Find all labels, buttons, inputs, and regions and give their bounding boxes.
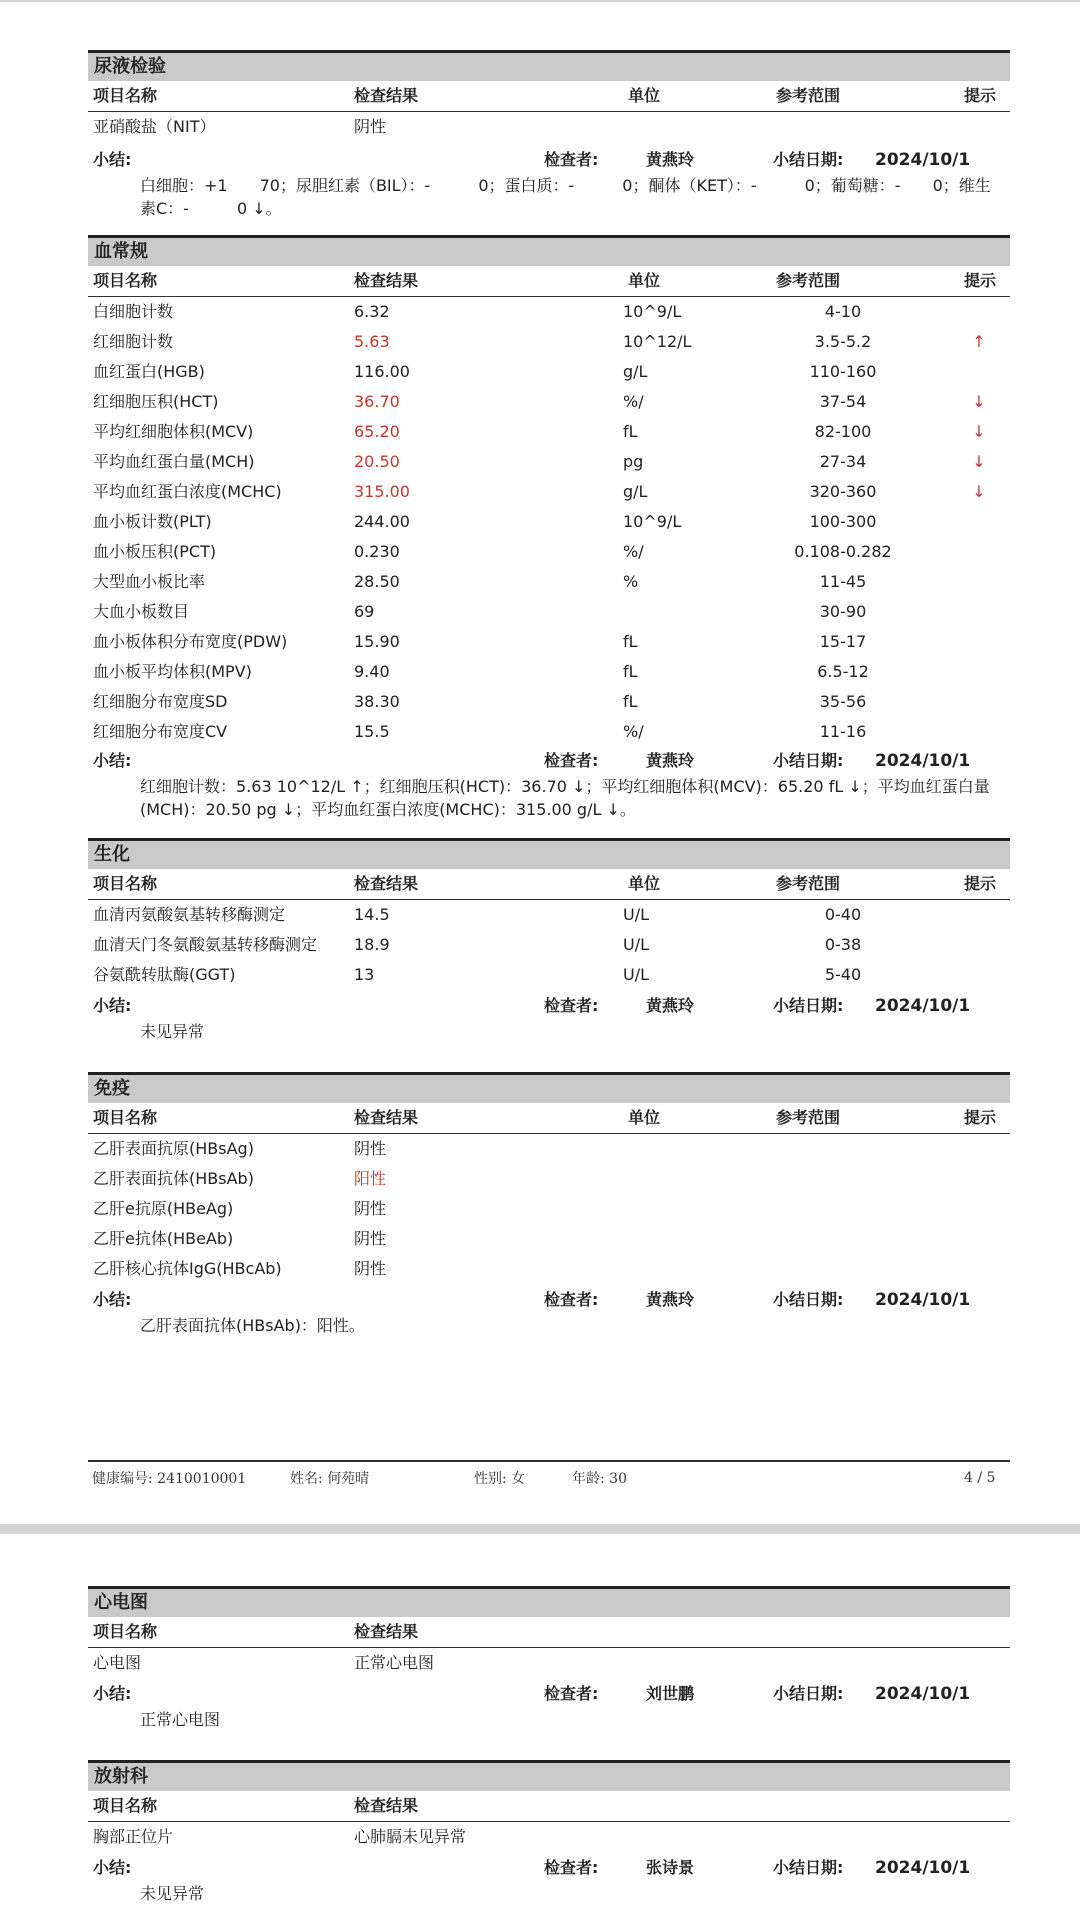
item-result: 18.9 bbox=[354, 935, 390, 954]
summary-date-label: 小结日期: bbox=[773, 1684, 844, 1703]
item-ref-range: 0-38 bbox=[824, 935, 862, 954]
header-name: 项目名称 bbox=[93, 86, 158, 105]
table-row bbox=[88, 1134, 1010, 1164]
item-result: 0.230 bbox=[354, 542, 400, 561]
summary-line bbox=[88, 1854, 1010, 1882]
item-unit: 10^12/L bbox=[623, 332, 692, 351]
table-row bbox=[88, 477, 1010, 507]
section-title: 生化 bbox=[88, 838, 1010, 869]
table-header bbox=[88, 1103, 1010, 1134]
item-result: 正常心电图 bbox=[354, 1653, 435, 1672]
item-name: 乙肝表面抗原(HBsAg) bbox=[93, 1139, 254, 1158]
item-name: 血小板平均体积(MPV) bbox=[93, 662, 252, 681]
summary-text: 乙肝表面抗体(HBsAb)：阳性。 bbox=[140, 1316, 365, 1335]
section-title: 心电图 bbox=[88, 1586, 1010, 1617]
inspector-label: 检查者: bbox=[544, 1684, 599, 1703]
summary-text: 未见异常 bbox=[140, 1022, 205, 1041]
header-unit: 单位 bbox=[628, 86, 661, 105]
item-result: 阴性 bbox=[354, 1229, 387, 1248]
item-unit: U/L bbox=[623, 935, 650, 954]
item-result: 阴性 bbox=[354, 1139, 387, 1158]
item-unit: U/L bbox=[623, 905, 650, 924]
patient-name: 姓名: 何苑晴 bbox=[290, 1471, 370, 1487]
header-result: 检查结果 bbox=[354, 271, 419, 290]
header-result: 检查结果 bbox=[354, 1622, 419, 1641]
summary-date: 2024/10/1 bbox=[875, 751, 971, 771]
header-name: 项目名称 bbox=[93, 1796, 158, 1815]
item-result: 36.70 bbox=[354, 392, 400, 411]
table-row bbox=[88, 1822, 1010, 1852]
page-top-border bbox=[0, 0, 1080, 2]
section-title: 放射科 bbox=[88, 1760, 1010, 1791]
summary-date-label: 小结日期: bbox=[773, 1290, 844, 1309]
item-name: 红细胞分布宽度CV bbox=[93, 722, 228, 741]
item-ref-range: 110-160 bbox=[809, 362, 877, 381]
item-result: 阳性 bbox=[354, 1169, 387, 1188]
item-result: 28.50 bbox=[354, 572, 400, 591]
inspector-label: 检查者: bbox=[544, 996, 599, 1015]
summary-label: 小结: bbox=[93, 751, 132, 770]
header-name: 项目名称 bbox=[93, 1622, 158, 1641]
table-row bbox=[88, 960, 1010, 990]
item-unit: fL bbox=[623, 632, 638, 651]
table-row bbox=[88, 717, 1010, 747]
item-ref-range: 100-300 bbox=[809, 512, 877, 531]
item-name: 红细胞分布宽度SD bbox=[93, 692, 228, 711]
blood-rows bbox=[88, 297, 1010, 747]
summary-date: 2024/10/1 bbox=[875, 1684, 971, 1704]
item-name: 平均血红蛋白浓度(MCHC) bbox=[93, 482, 282, 501]
table-row bbox=[88, 1254, 1010, 1284]
header-result: 检查结果 bbox=[354, 1796, 419, 1815]
section-blood bbox=[88, 235, 1010, 821]
item-unit: fL bbox=[623, 422, 638, 441]
header-ref: 参考范围 bbox=[775, 271, 840, 290]
item-result: 116.00 bbox=[354, 362, 410, 381]
section-title: 免疫 bbox=[88, 1072, 1010, 1103]
item-name: 亚硝酸盐（NIT） bbox=[93, 117, 216, 136]
header-unit: 单位 bbox=[628, 874, 661, 893]
summary-text: 正常心电图 bbox=[140, 1710, 221, 1729]
header-name: 项目名称 bbox=[93, 1108, 158, 1127]
item-unit: %/ bbox=[623, 722, 644, 741]
item-ref-range: 27-34 bbox=[819, 452, 867, 471]
item-result: 69 bbox=[354, 602, 375, 621]
summary-date-label: 小结日期: bbox=[773, 751, 844, 770]
summary-date: 2024/10/1 bbox=[875, 996, 971, 1016]
header-result: 检查结果 bbox=[354, 874, 419, 893]
section-ecg bbox=[88, 1586, 1010, 1731]
table-header bbox=[88, 81, 1010, 112]
item-result: 心肺膈未见异常 bbox=[354, 1827, 467, 1846]
table-row bbox=[88, 687, 1010, 717]
item-ref-range: 82-100 bbox=[814, 422, 872, 441]
item-unit: g/L bbox=[623, 482, 648, 501]
item-result: 9.40 bbox=[354, 662, 390, 681]
section-radiology bbox=[88, 1760, 1010, 1905]
item-name: 血清天门冬氨酸氨基转移酶测定 bbox=[93, 935, 318, 954]
table-header bbox=[88, 1617, 1010, 1648]
summary-date: 2024/10/1 bbox=[875, 150, 971, 170]
item-name: 乙肝e抗体(HBeAb) bbox=[93, 1229, 234, 1248]
item-unit: %/ bbox=[623, 392, 644, 411]
item-flag: ↓ bbox=[972, 392, 986, 411]
item-result: 5.63 bbox=[354, 332, 390, 351]
table-row bbox=[88, 417, 1010, 447]
summary-label: 小结: bbox=[93, 1290, 132, 1309]
header-result: 检查结果 bbox=[354, 86, 419, 105]
table-row bbox=[88, 537, 1010, 567]
inspector-name: 刘世鹏 bbox=[646, 1684, 695, 1703]
summary-label: 小结: bbox=[93, 1684, 132, 1703]
summary-line bbox=[88, 1286, 1010, 1314]
table-row bbox=[88, 327, 1010, 357]
biochem-rows bbox=[88, 900, 1010, 990]
summary-date-label: 小结日期: bbox=[773, 996, 844, 1015]
table-header bbox=[88, 1791, 1010, 1822]
item-ref-range: 11-16 bbox=[819, 722, 867, 741]
item-ref-range: 35-56 bbox=[819, 692, 867, 711]
summary-line bbox=[88, 747, 1010, 775]
table-header bbox=[88, 869, 1010, 900]
item-name: 红细胞计数 bbox=[93, 332, 174, 351]
item-name: 血小板体积分布宽度(PDW) bbox=[93, 632, 288, 651]
item-flag: ↓ bbox=[972, 422, 986, 441]
header-flag: 提示 bbox=[964, 874, 997, 893]
patient-gender: 性别: 女 bbox=[474, 1471, 526, 1487]
item-result: 315.00 bbox=[354, 482, 410, 501]
item-result: 244.00 bbox=[354, 512, 410, 531]
item-name: 血小板压积(PCT) bbox=[93, 542, 217, 561]
item-name: 血清丙氨酸氨基转移酶测定 bbox=[93, 905, 286, 924]
section-biochem bbox=[88, 838, 1010, 1043]
header-flag: 提示 bbox=[964, 271, 997, 290]
item-unit: 10^9/L bbox=[623, 302, 682, 321]
table-row bbox=[88, 357, 1010, 387]
page-footer bbox=[88, 1460, 1010, 1492]
item-name: 大型血小板比率 bbox=[93, 572, 206, 591]
item-ref-range: 37-54 bbox=[819, 392, 867, 411]
table-header bbox=[88, 266, 1010, 297]
summary-label: 小结: bbox=[93, 996, 132, 1015]
item-unit: pg bbox=[623, 452, 644, 471]
item-unit: % bbox=[623, 572, 639, 591]
item-ref-range: 0-40 bbox=[824, 905, 862, 924]
summary-label: 小结: bbox=[93, 1858, 132, 1877]
item-result: 阴性 bbox=[354, 117, 387, 136]
item-result: 阴性 bbox=[354, 1259, 387, 1278]
item-flag: ↑ bbox=[972, 332, 986, 351]
item-result: 15.5 bbox=[354, 722, 390, 741]
page-number: 4 / 5 bbox=[964, 1470, 996, 1486]
item-name: 大血小板数目 bbox=[93, 602, 190, 621]
item-result: 13 bbox=[354, 965, 375, 984]
item-name: 心电图 bbox=[93, 1653, 142, 1672]
item-result: 14.5 bbox=[354, 905, 390, 924]
header-ref: 参考范围 bbox=[775, 874, 840, 893]
item-result: 6.32 bbox=[354, 302, 390, 321]
header-flag: 提示 bbox=[964, 86, 997, 105]
item-name: 乙肝e抗原(HBeAg) bbox=[93, 1199, 234, 1218]
item-result: 阴性 bbox=[354, 1199, 387, 1218]
item-result: 15.90 bbox=[354, 632, 400, 651]
item-name: 血小板计数(PLT) bbox=[93, 512, 212, 531]
header-unit: 单位 bbox=[628, 1108, 661, 1127]
header-name: 项目名称 bbox=[93, 271, 158, 290]
table-row bbox=[88, 930, 1010, 960]
table-row bbox=[88, 112, 1010, 142]
item-unit: %/ bbox=[623, 542, 644, 561]
table-row bbox=[88, 900, 1010, 930]
item-name: 乙肝表面抗体(HBsAb) bbox=[93, 1169, 254, 1188]
item-name: 平均红细胞体积(MCV) bbox=[93, 422, 254, 441]
inspector-name: 黄燕玲 bbox=[646, 150, 695, 169]
summary-date: 2024/10/1 bbox=[875, 1290, 971, 1310]
table-row bbox=[88, 1194, 1010, 1224]
table-row bbox=[88, 1224, 1010, 1254]
table-row bbox=[88, 387, 1010, 417]
inspector-label: 检查者: bbox=[544, 1290, 599, 1309]
page-separator bbox=[0, 1524, 1080, 1534]
inspector-label: 检查者: bbox=[544, 150, 599, 169]
item-ref-range: 5-40 bbox=[824, 965, 862, 984]
section-title: 尿液检验 bbox=[88, 50, 1010, 81]
item-ref-range: 4-10 bbox=[824, 302, 862, 321]
inspector-name: 张诗景 bbox=[646, 1858, 695, 1877]
table-row bbox=[88, 447, 1010, 477]
item-unit: g/L bbox=[623, 362, 648, 381]
item-result: 20.50 bbox=[354, 452, 400, 471]
summary-date-label: 小结日期: bbox=[773, 1858, 844, 1877]
item-ref-range: 30-90 bbox=[819, 602, 867, 621]
summary-text: 未见异常 bbox=[140, 1884, 205, 1903]
item-unit: fL bbox=[623, 662, 638, 681]
header-flag: 提示 bbox=[964, 1108, 997, 1127]
inspector-label: 检查者: bbox=[544, 751, 599, 770]
item-name: 血红蛋白(HGB) bbox=[93, 362, 205, 381]
summary-line bbox=[88, 1680, 1010, 1708]
item-name: 红细胞压积(HCT) bbox=[93, 392, 219, 411]
section-title: 血常规 bbox=[88, 235, 1010, 266]
table-row bbox=[88, 507, 1010, 537]
health-id: 健康编号: 2410010001 bbox=[92, 1471, 247, 1487]
item-name: 白细胞计数 bbox=[93, 302, 174, 321]
table-row bbox=[88, 627, 1010, 657]
item-ref-range: 320-360 bbox=[809, 482, 877, 501]
summary-line bbox=[88, 992, 1010, 1020]
table-row bbox=[88, 297, 1010, 327]
section-urine bbox=[88, 50, 1010, 220]
item-name: 谷氨酰转肽酶(GGT) bbox=[93, 965, 236, 984]
table-row bbox=[88, 597, 1010, 627]
item-flag: ↓ bbox=[972, 482, 986, 501]
item-ref-range: 11-45 bbox=[819, 572, 867, 591]
header-ref: 参考范围 bbox=[775, 86, 840, 105]
inspector-name: 黄燕玲 bbox=[646, 751, 695, 770]
item-result: 65.20 bbox=[354, 422, 400, 441]
summary-text: 红细胞计数：5.63 10^12/L ↑；红细胞压积(HCT)：36.70 ↓；平均红细胞体积(MCV)：65.20 fL ↓；平均血红蛋白量(MCH)：20.50 pg ↓；平均血红蛋白浓度(MCHC)：315.00 g/L ↓。 bbox=[140, 777, 990, 819]
item-ref-range: 6.5-12 bbox=[817, 662, 869, 681]
item-flag: ↓ bbox=[972, 452, 986, 471]
inspector-label: 检查者: bbox=[544, 1858, 599, 1877]
section-immune bbox=[88, 1072, 1010, 1337]
item-unit: 10^9/L bbox=[623, 512, 682, 531]
item-result: 38.30 bbox=[354, 692, 400, 711]
item-name: 胸部正位片 bbox=[93, 1827, 174, 1846]
item-unit: U/L bbox=[623, 965, 650, 984]
summary-text: 白细胞：+1 70；尿胆红素（BIL）：- 0；蛋白质：- 0；酮体（KET）：- 0；葡萄糖：- 0；维生素C：- 0 ↓。 bbox=[140, 176, 991, 218]
summary-date: 2024/10/1 bbox=[875, 1858, 971, 1878]
table-row bbox=[88, 1164, 1010, 1194]
patient-age: 年龄: 30 bbox=[572, 1471, 627, 1487]
header-name: 项目名称 bbox=[93, 874, 158, 893]
item-name: 乙肝核心抗体IgG(HBcAb) bbox=[93, 1259, 282, 1278]
header-result: 检查结果 bbox=[354, 1108, 419, 1127]
table-row bbox=[88, 567, 1010, 597]
inspector-name: 黄燕玲 bbox=[646, 1290, 695, 1309]
summary-line bbox=[88, 146, 1010, 174]
table-row bbox=[88, 657, 1010, 687]
item-ref-range: 15-17 bbox=[819, 632, 867, 651]
summary-label: 小结: bbox=[93, 150, 132, 169]
header-unit: 单位 bbox=[628, 271, 661, 290]
item-unit: fL bbox=[623, 692, 638, 711]
table-row bbox=[88, 1648, 1010, 1678]
summary-date-label: 小结日期: bbox=[773, 150, 844, 169]
item-ref-range: 0.108-0.282 bbox=[794, 542, 892, 561]
item-name: 平均血红蛋白量(MCH) bbox=[93, 452, 255, 471]
inspector-name: 黄燕玲 bbox=[646, 996, 695, 1015]
header-ref: 参考范围 bbox=[775, 1108, 840, 1127]
item-ref-range: 3.5-5.2 bbox=[814, 332, 872, 351]
